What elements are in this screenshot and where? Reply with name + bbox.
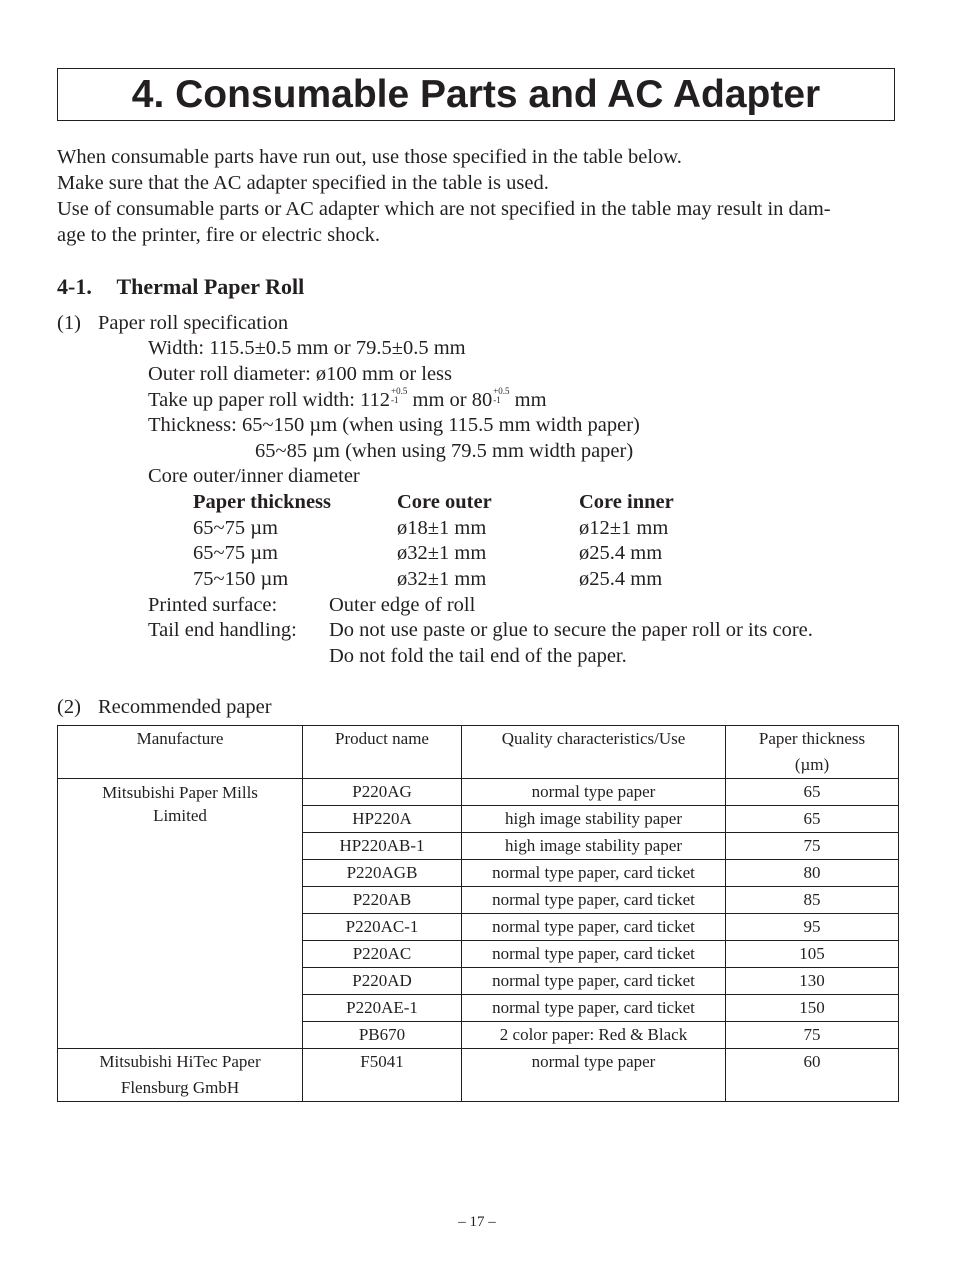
- printed-surface-label: Printed surface:: [148, 594, 278, 616]
- page-title-box: [57, 68, 895, 121]
- quality-cell: normal type paper, card ticket: [462, 860, 726, 887]
- tail-end-value-1: Do not use paste or glue to secure the paper roll or its core.: [329, 619, 813, 641]
- quality-cell: normal type paper: [462, 1049, 726, 1102]
- thickness-cell: 80: [726, 860, 899, 887]
- section-number: 4-1.: [57, 274, 92, 299]
- core-header-inner: Core inner: [579, 491, 674, 513]
- header-quality: Quality characteristics/Use: [462, 726, 726, 779]
- core-cell: ø12±1 mm: [579, 517, 669, 539]
- thickness-cell: 60: [726, 1049, 899, 1102]
- thickness-cell: 85: [726, 887, 899, 914]
- header-product: Product name: [303, 726, 462, 779]
- intro-line: age to the printer, fire or electric shock.: [57, 224, 381, 246]
- intro-line: Make sure that the AC adapter specified in the table is used.: [57, 172, 549, 194]
- take-up-suffix: mm: [509, 389, 547, 411]
- intro-paragraph: [57, 144, 831, 248]
- quality-cell: normal type paper: [462, 779, 726, 806]
- header-manufacture: Manufacture: [58, 726, 303, 779]
- recommended-paper-table: [57, 725, 899, 1102]
- intro-line: Use of consumable parts or AC adapter which are not specified in the table may result in dam-: [57, 198, 831, 220]
- core-header-thickness: Paper thickness: [193, 491, 332, 513]
- spec-outer-diameter: Outer roll diameter: ø100 mm or less: [148, 363, 453, 385]
- take-up-prefix: Take up paper roll width: 112: [148, 389, 391, 411]
- core-cell: 75~150 µm: [193, 568, 289, 590]
- core-cell: 65~75 µm: [193, 517, 278, 539]
- core-cell: ø32±1 mm: [397, 568, 487, 590]
- header-thickness: Paper thickness (µm): [726, 726, 899, 779]
- tolerance-80: +0.5 -1: [493, 386, 510, 405]
- tail-end-value-2: Do not fold the tail end of the paper.: [329, 645, 627, 667]
- manufacturer-cell: Mitsubishi HiTec Paper Flensburg GmbH: [58, 1049, 303, 1102]
- spec-take-up-width: [148, 386, 547, 412]
- product-cell: HP220AB-1: [303, 833, 462, 860]
- thickness-cell: 95: [726, 914, 899, 941]
- product-cell: PB670: [303, 1022, 462, 1049]
- thickness-cell: 65: [726, 806, 899, 833]
- product-cell: P220AD: [303, 968, 462, 995]
- printed-surface-value: Outer edge of roll: [329, 594, 476, 616]
- quality-cell: normal type paper, card ticket: [462, 995, 726, 1022]
- spec-item-number: (1): [57, 312, 81, 334]
- spec-thickness-1: Thickness: 65~150 µm (when using 115.5 mm width paper): [148, 414, 640, 436]
- thickness-cell: 75: [726, 833, 899, 860]
- intro-line: When consumable parts have run out, use those specified in the table below.: [57, 146, 682, 168]
- core-header-outer: Core outer: [397, 491, 492, 513]
- product-cell: P220AE-1: [303, 995, 462, 1022]
- recommended-item-number: (2): [57, 696, 81, 718]
- thickness-cell: 75: [726, 1022, 899, 1049]
- core-cell: ø18±1 mm: [397, 517, 487, 539]
- thickness-cell: 150: [726, 995, 899, 1022]
- manufacturer-cell: Mitsubishi Paper Mills Limited: [58, 779, 303, 1049]
- recommended-item-title: Recommended paper: [98, 696, 272, 718]
- quality-cell: normal type paper, card ticket: [462, 941, 726, 968]
- product-cell: P220AGB: [303, 860, 462, 887]
- table-header-row: [58, 726, 899, 779]
- thickness-cell: 130: [726, 968, 899, 995]
- tolerance-112: +0.5 -1: [391, 386, 408, 405]
- thickness-cell: 65: [726, 779, 899, 806]
- core-cell: ø25.4 mm: [579, 542, 663, 564]
- core-cell: 65~75 µm: [193, 542, 278, 564]
- page-number: – 17 –: [458, 1214, 496, 1230]
- core-cell: ø32±1 mm: [397, 542, 487, 564]
- tail-end-label: Tail end handling:: [148, 619, 297, 641]
- section-heading: [57, 274, 304, 300]
- product-cell: P220AG: [303, 779, 462, 806]
- page-title: 4. Consumable Parts and AC Adapter: [131, 73, 821, 116]
- product-cell: P220AB: [303, 887, 462, 914]
- spec-core-heading: Core outer/inner diameter: [148, 465, 360, 487]
- quality-cell: normal type paper, card ticket: [462, 914, 726, 941]
- quality-cell: 2 color paper: Red & Black: [462, 1022, 726, 1049]
- thickness-cell: 105: [726, 941, 899, 968]
- quality-cell: normal type paper, card ticket: [462, 887, 726, 914]
- quality-cell: high image stability paper: [462, 806, 726, 833]
- table-row: [58, 1049, 899, 1102]
- product-cell: F5041: [303, 1049, 462, 1102]
- spec-thickness-2: 65~85 µm (when using 79.5 mm width paper): [255, 440, 634, 462]
- take-up-mid: mm or 80: [407, 389, 493, 411]
- spec-item-title: Paper roll specification: [98, 312, 289, 334]
- product-cell: P220AC: [303, 941, 462, 968]
- section-title: Thermal Paper Roll: [116, 274, 305, 299]
- spec-width: Width: 115.5±0.5 mm or 79.5±0.5 mm: [148, 337, 466, 359]
- product-cell: HP220A: [303, 806, 462, 833]
- quality-cell: high image stability paper: [462, 833, 726, 860]
- core-cell: ø25.4 mm: [579, 568, 663, 590]
- table-row: [58, 779, 899, 806]
- quality-cell: normal type paper, card ticket: [462, 968, 726, 995]
- product-cell: P220AC-1: [303, 914, 462, 941]
